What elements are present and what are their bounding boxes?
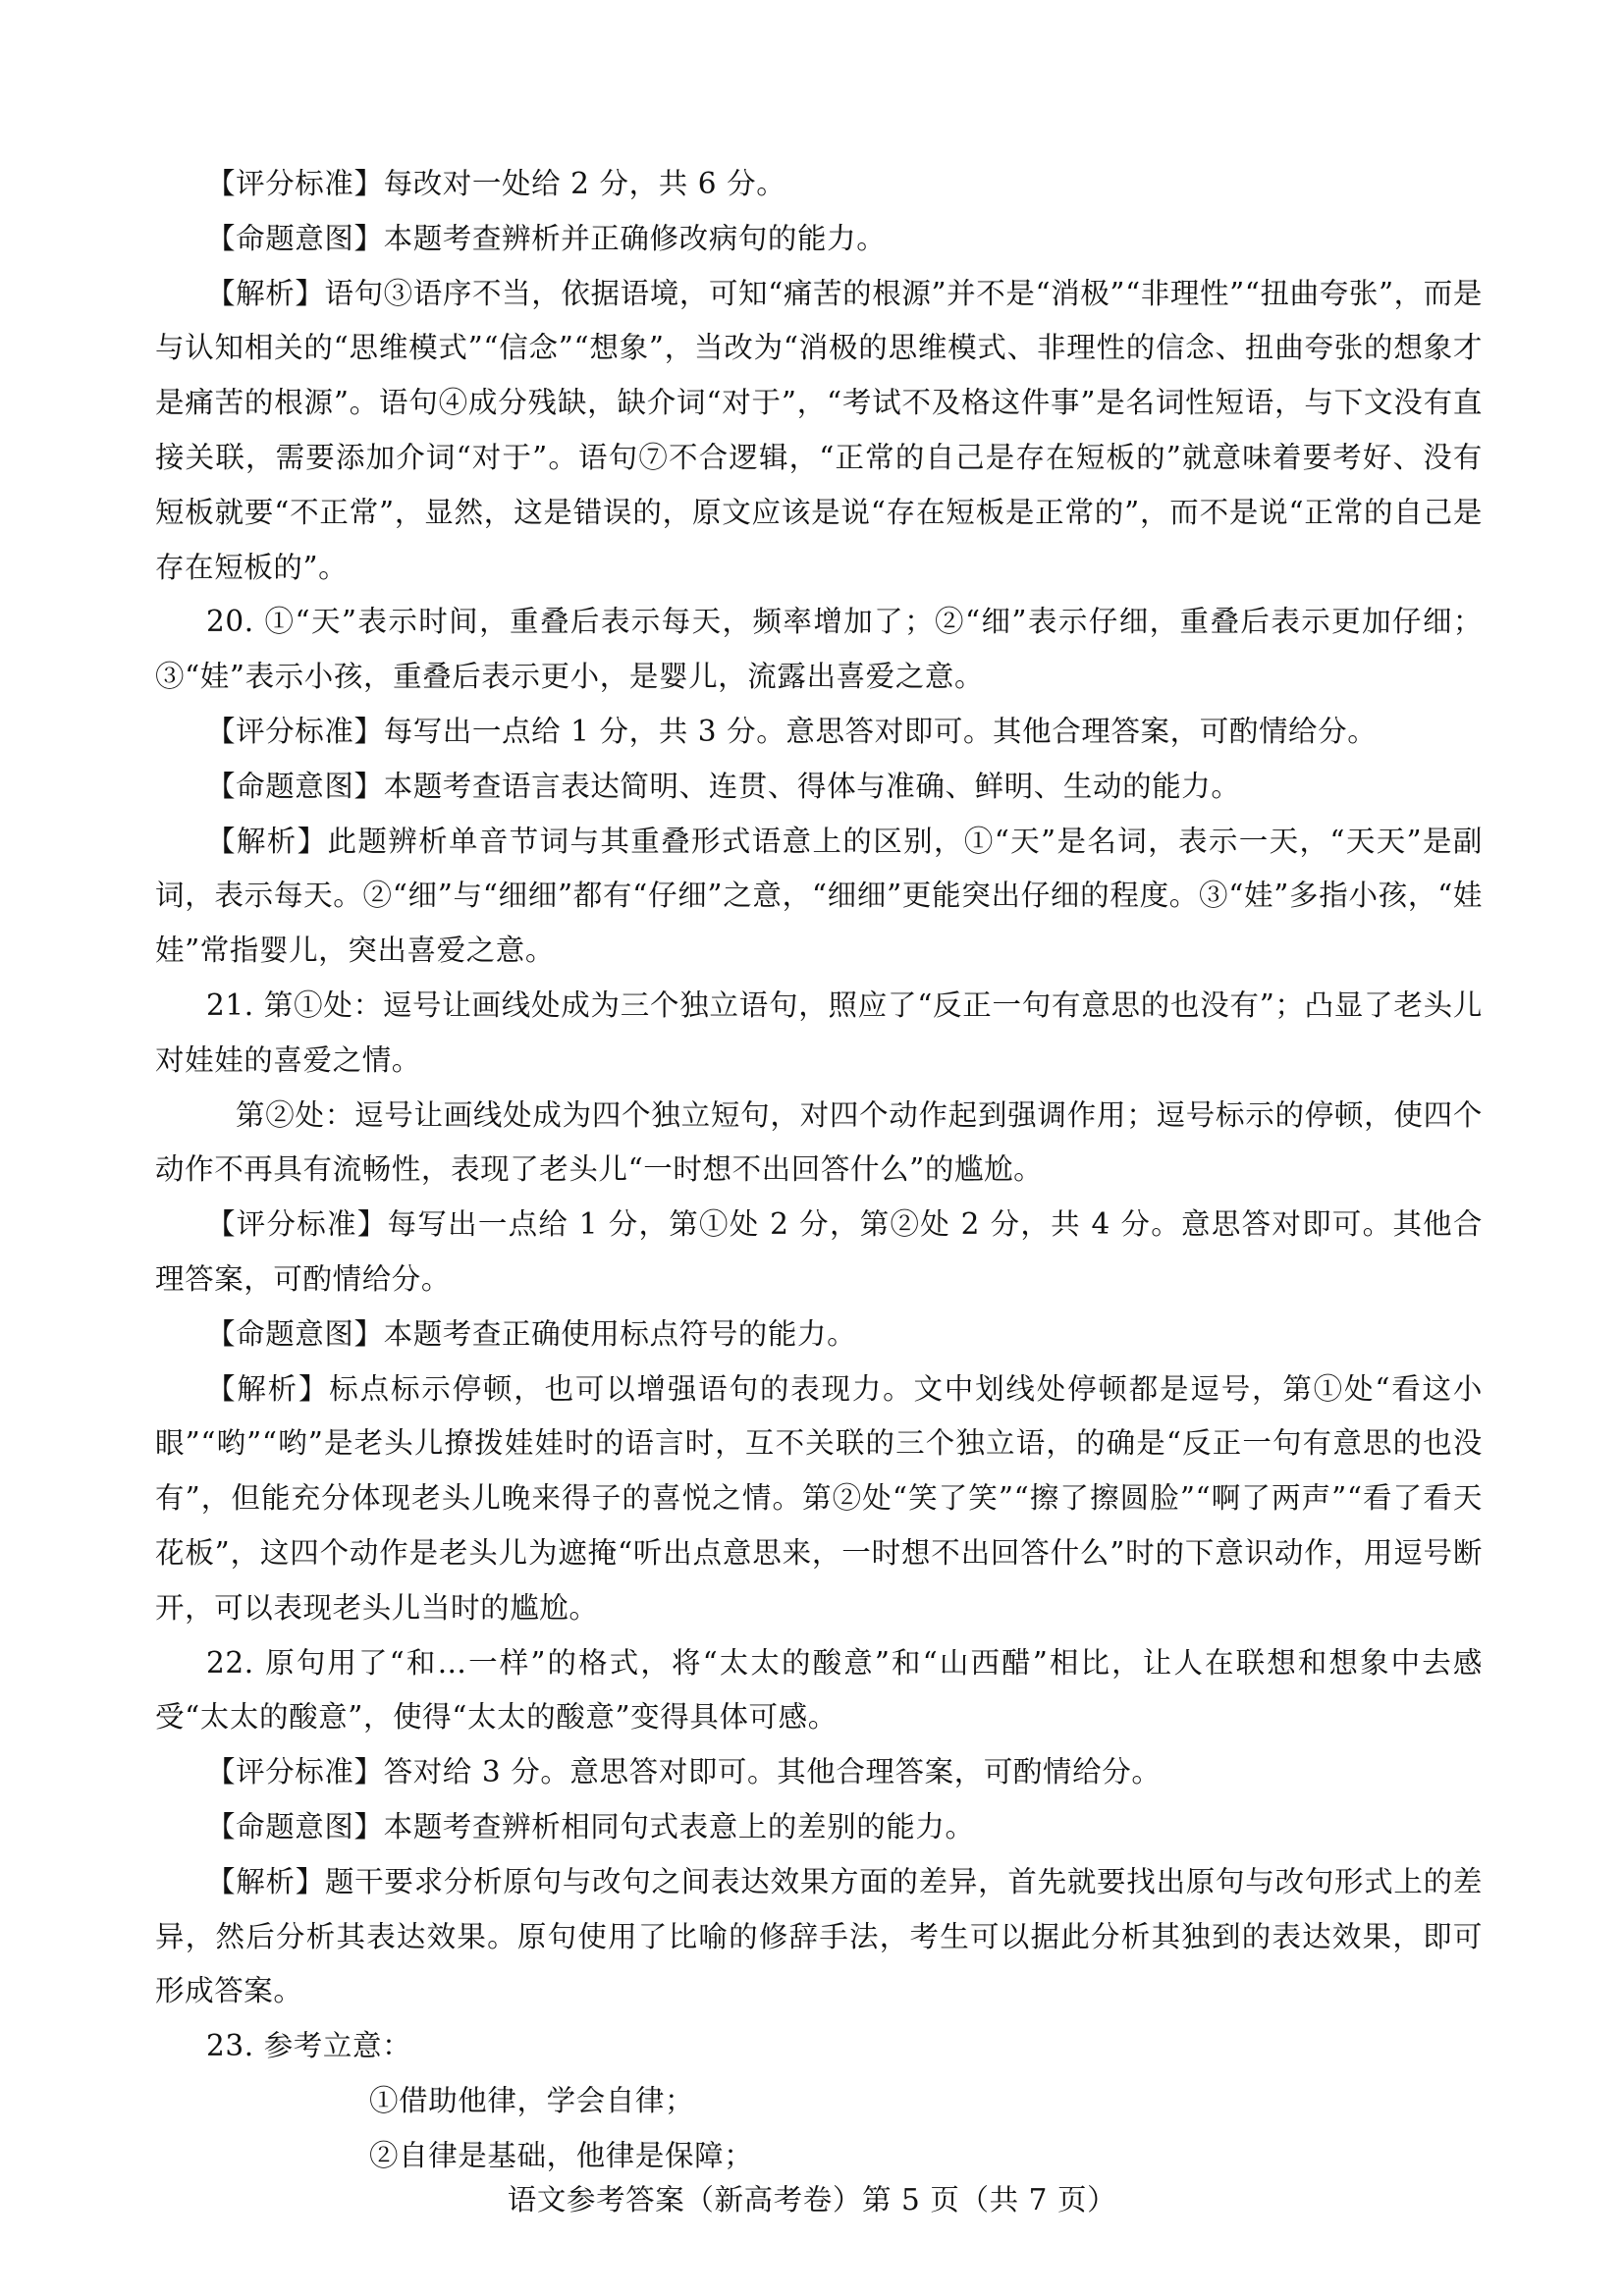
reference-theme-item: ②自律是基础，他律是保障； bbox=[369, 2138, 754, 2172]
paragraph-scoring-20: 【评分标准】每写出一点给 1 分，共 3 分。意思答对即可。其他合理答案，可酌情给分。 bbox=[206, 714, 1378, 748]
page-footer: 语文参考答案（新高考卷）第 5 页（共 7 页） bbox=[507, 2183, 1117, 2216]
paragraph-answer-20: 20. ①“天”表示时间，重叠后表示每天，频率增加了；②“细”表示仔细，重叠后表示更加仔细；③“娃”表示小孩，重叠后表示更小，是婴儿，流露出喜爱之意。 bbox=[155, 605, 1483, 694]
paragraph-answer-21-part1: 21. 第①处：逗号让画线处成为三个独立语句，照应了“反正一句有意思的也没有”；凸显了老头儿对娃娃的喜爱之情。 bbox=[155, 988, 1483, 1077]
paragraph-intent-19: 【命题意图】本题考查辨析并正确修改病句的能力。 bbox=[206, 221, 887, 255]
paragraph-intent-21: 【命题意图】本题考查正确使用标点符号的能力。 bbox=[206, 1316, 857, 1351]
paragraph-analysis-19: 【解析】语句③语序不当，依据语境，可知“痛苦的根源”并不是“消极”“非理性”“扭曲夸张”，而是与认知相关的“思维模式”“信念”“想象”，当改为“消极的思维模式、非理性的信念、扭曲夸张的想象才是痛苦的根源”。语句④成分残缺，缺介词“对于”，“考试不及格这件事”是名词性短语，与下文没有直接关联，需要添加介词“对于”。语句⑦不合逻辑，“正常的自己是存在短板的”就意味着要考好、没有短板就要“不正常”，显然，这是错误的，原文应该是说“存在短板是正常的”，而不是说“正常的自己是存在短板的”。 bbox=[155, 276, 1483, 584]
paragraph-intent-22: 【命题意图】本题考查辨析相同句式表意上的差别的能力。 bbox=[206, 1809, 975, 1843]
reference-theme-item: ①借助他律，学会自律； bbox=[369, 2083, 695, 2117]
paragraph-answer-22: 22. 原句用了“和…一样”的格式，将“太太的酸意”和“山西醋”相比，让人在联想和想象中去感受“太太的酸意”，使得“太太的酸意”变得具体可感。 bbox=[155, 1645, 1483, 1735]
document-body bbox=[155, 157, 1483, 2183]
paragraph-answer-21-part2: 第②处：逗号让画线处成为四个独立短句，对四个动作起到强调作用；逗号标示的停顿，使四个动作不再具有流畅性，表现了老头儿“一时想不出回答什么”的尴尬。 bbox=[155, 1097, 1483, 1187]
paragraph-intent-20: 【命题意图】本题考查语言表达简明、连贯、得体与准确、鲜明、生动的能力。 bbox=[206, 769, 1241, 803]
paragraph-scoring-19: 【评分标准】每改对一处给 2 分，共 6 分。 bbox=[206, 167, 786, 200]
paragraph-answer-23-heading: 23. 参考立意： bbox=[206, 2029, 412, 2063]
paragraph-analysis-22: 【解析】题干要求分析原句与改句之间表达效果方面的差异，首先就要找出原句与改句形式上的差异，然后分析其表达效果。原句使用了比喻的修辞手法，考生可以据此分析其独到的表达效果，即可形成答案。 bbox=[155, 1864, 1483, 2008]
paragraph-scoring-22: 【评分标准】答对给 3 分。意思答对即可。其他合理答案，可酌情给分。 bbox=[206, 1755, 1162, 1789]
paragraph-analysis-21: 【解析】标点标示停顿，也可以增强语句的表现力。文中划线处停顿都是逗号，第①处“看这小眼”“哟”“哟”是老头儿撩拨娃娃时的语言时，互不关联的三个独立语，的确是“反正一句有意思的也没有”，但能充分体现老头儿晚来得子的喜悦之情。第②处“笑了笑”“擦了擦圆脸”“啊了两声”“看了看天花板”，这四个动作是老头儿为遮掩“听出点意思来，一时想不出回答什么”时的下意识动作，用逗号断开，可以表现老头儿当时的尴尬。 bbox=[155, 1371, 1483, 1625]
paragraph-analysis-20: 【解析】此题辨析单音节词与其重叠形式语意上的区别，①“天”是名词，表示一天，“天天”是副词，表示每天。②“细”与“细细”都有“仔细”之意，“细细”更能突出仔细的程度。③“娃”多指小孩，“娃娃”常指婴儿，突出喜爱之意。 bbox=[155, 824, 1483, 968]
paragraph-scoring-21: 【评分标准】每写出一点给 1 分，第①处 2 分，第②处 2 分，共 4 分。意思答对即可。其他合理答案，可酌情给分。 bbox=[155, 1207, 1483, 1296]
